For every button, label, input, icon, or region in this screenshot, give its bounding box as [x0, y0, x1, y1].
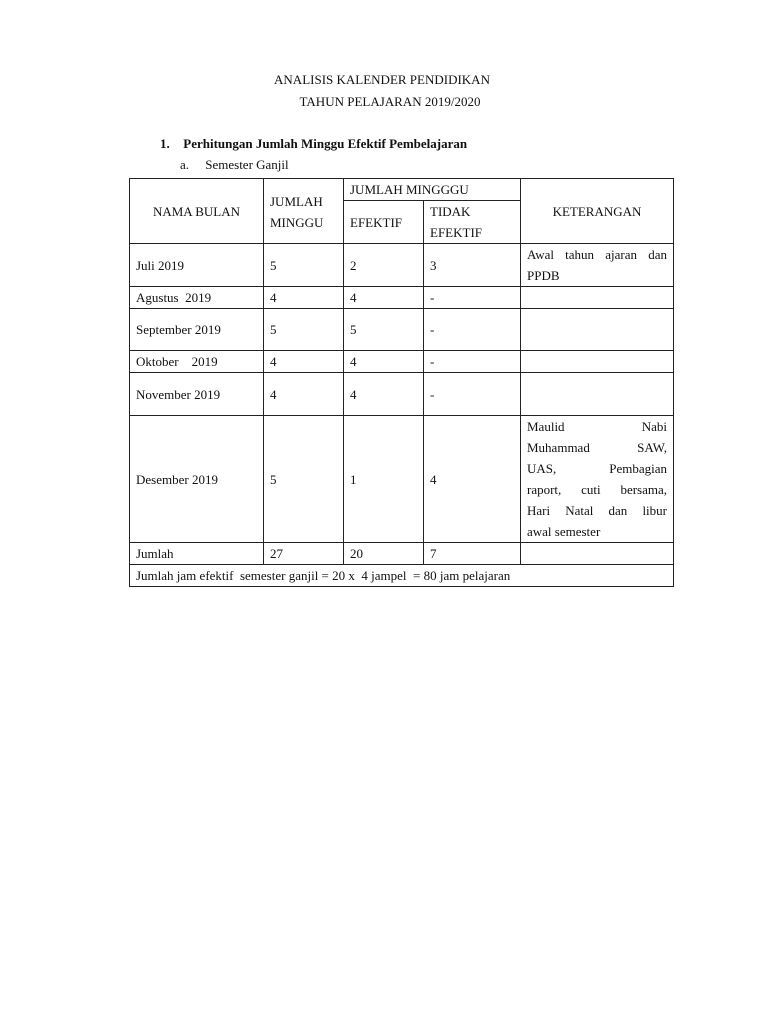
header-tidak-efektif: [424, 201, 521, 244]
total-label: Jumlah: [130, 543, 264, 565]
cell-tidak-efektif: -: [424, 351, 521, 373]
cell-minggu: 4: [264, 373, 344, 416]
cell-efektif: 4: [344, 287, 424, 309]
cell-efektif: 5: [344, 309, 424, 351]
keterangan-line: Maulid Nabi: [527, 419, 667, 434]
total-efektif: 20: [344, 543, 424, 565]
cell-efektif: 2: [344, 244, 424, 287]
table-total-row: [130, 543, 674, 565]
cell-bulan: Desember 2019: [130, 416, 264, 543]
cell-keterangan: [521, 416, 674, 543]
keterangan-line: raport, cuti bersama,: [527, 482, 667, 497]
table-row: [130, 244, 674, 287]
header-tidak-efektif-line2: EFEKTIF: [430, 225, 482, 240]
header-efektif: EFEKTIF: [344, 201, 424, 244]
cell-tidak-efektif: -: [424, 373, 521, 416]
header-nama-bulan: NAMA BULAN: [130, 179, 264, 244]
subsection-label: [180, 157, 289, 173]
keterangan-line: UAS, Pembagian: [527, 461, 667, 476]
header-jumlah-minggu-line1: JUMLAH: [270, 194, 323, 209]
section-heading-text: Perhitungan Jumlah Minggu Efektif Pembelajaran: [183, 136, 468, 151]
cell-minggu: 5: [264, 309, 344, 351]
cell-keterangan: [521, 287, 674, 309]
cell-minggu: 5: [264, 416, 344, 543]
table-footer-row: [130, 565, 674, 587]
cell-keterangan: [521, 244, 674, 287]
cell-efektif: 4: [344, 373, 424, 416]
table-row: [130, 416, 674, 543]
keterangan-line: PPDB: [527, 268, 560, 283]
cell-tidak-efektif: 3: [424, 244, 521, 287]
section-heading: [160, 136, 467, 152]
cell-efektif: 1: [344, 416, 424, 543]
footer-jam-efektif: Jumlah jam efektif semester ganjil = 20 x 4 jampel = 80 jam pelajaran: [130, 565, 674, 587]
subsection-letter: a.: [180, 157, 190, 172]
table-row: [130, 351, 674, 373]
cell-minggu: 4: [264, 351, 344, 373]
keterangan-line: Awal tahun ajaran dan: [527, 247, 667, 262]
cell-minggu: 4: [264, 287, 344, 309]
table-row: [130, 373, 674, 416]
cell-tidak-efektif: 4: [424, 416, 521, 543]
table-header-row: [130, 179, 674, 201]
calendar-table: [129, 178, 674, 587]
header-keterangan: KETERANGAN: [521, 179, 674, 244]
total-keterangan: [521, 543, 674, 565]
section-number: 1.: [160, 136, 170, 151]
document-title-line2: TAHUN PELAJARAN 2019/2020: [299, 94, 481, 109]
cell-bulan: November 2019: [130, 373, 264, 416]
keterangan-line: awal semester: [527, 524, 601, 539]
cell-tidak-efektif: -: [424, 287, 521, 309]
header-jumlah-minggu: [264, 179, 344, 244]
header-jumlah-minggu-line2: MINGGU: [270, 215, 324, 230]
total-tidak-efektif: 7: [424, 543, 521, 565]
cell-bulan: Juli 2019: [130, 244, 264, 287]
total-minggu: 27: [264, 543, 344, 565]
cell-tidak-efektif: -: [424, 309, 521, 351]
cell-minggu: 5: [264, 244, 344, 287]
cell-bulan: Oktober 2019: [130, 351, 264, 373]
cell-keterangan: [521, 373, 674, 416]
document-title-line1: ANALISIS KALENDER PENDIDIKAN: [274, 72, 490, 87]
table-row: [130, 309, 674, 351]
header-tidak-efektif-line1: TIDAK: [430, 204, 471, 219]
cell-bulan: Agustus 2019: [130, 287, 264, 309]
keterangan-line: Muhammad SAW,: [527, 440, 667, 455]
keterangan-line: Hari Natal dan libur: [527, 503, 667, 518]
cell-bulan: September 2019: [130, 309, 264, 351]
subsection-text: Semester Ganjil: [205, 157, 289, 172]
header-jumlah-minggu-group: JUMLAH MINGGGU: [344, 179, 521, 201]
cell-efektif: 4: [344, 351, 424, 373]
cell-keterangan: [521, 309, 674, 351]
table-row: [130, 287, 674, 309]
cell-keterangan: [521, 351, 674, 373]
